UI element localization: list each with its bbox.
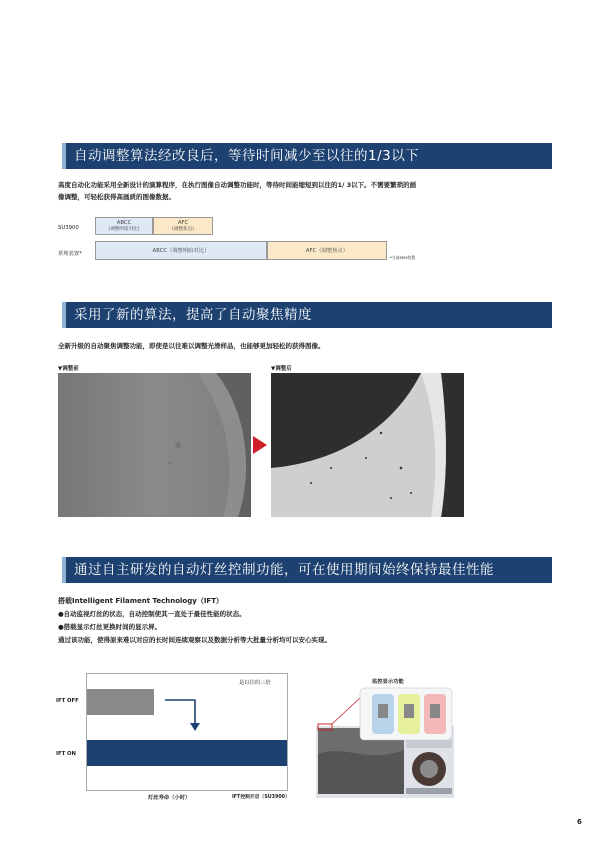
chart-xlabel-left: 灯丝寿命（小时）	[148, 795, 191, 801]
banner-accent	[62, 143, 66, 169]
monitor-caption: 监控显示功能	[372, 679, 404, 685]
sem-image-before	[58, 373, 251, 517]
banner-accent	[62, 557, 66, 583]
section2-title: 采用了新的算法，提高了自动聚焦精度	[74, 307, 312, 323]
ift-off-bar	[87, 689, 154, 715]
ift-on-label: IFT ON	[56, 751, 76, 757]
conventional-abcc-label: ABCC（调整明暗对比）	[152, 248, 210, 254]
section3-bullet1: ●自动监视灯丝的状态，自动控制使其一直处于最佳性能的状态。	[58, 610, 246, 618]
section1-title: 自动调整算法经改良后，等待时间减少至以往的1/3以下	[74, 148, 420, 164]
conventional-afc-box	[267, 241, 387, 260]
timing-footnote: *当前SEM装置	[390, 255, 416, 260]
chart-xlabel-right: IFT控制开启（SU3900）	[232, 795, 290, 800]
section3-line4: 通过该功能，使得原来难以对应的长时间连续观察以及数据分析等大批量分析均可以安心实现。	[58, 636, 331, 644]
section1-text-line1: 高度自动化功能采用全新设计的演算程序，在执行图像自动调整功能时，等待时间能缩短到以往的1/ 3以下。不需要繁琐的画	[58, 181, 417, 189]
caption-after: ▼调整后	[271, 366, 292, 372]
section2-text: 全新升级的自动聚焦调整功能，即使是以往难以调整光滑样品，也能够更加轻松的获得图像。	[58, 342, 325, 350]
section1-text-line2: 像调整，可轻松获得高画质的图像数据。	[58, 193, 175, 201]
chart-annotation: 是以往的三倍	[239, 680, 271, 686]
section2-banner	[62, 302, 552, 328]
conventional-afc-label: AFC（调整焦点）	[305, 248, 349, 254]
su3900-abcc-sub: (调整明暗对比)	[108, 227, 140, 232]
su3900-abcc-label: ABCC	[116, 220, 132, 226]
caption-before: ▼调整前	[58, 366, 79, 372]
su3900-label: SU3900	[58, 225, 79, 231]
arrow-right-icon	[253, 436, 267, 454]
ift-on-bar	[87, 740, 287, 766]
section3-banner	[62, 557, 552, 583]
ift-chart	[86, 673, 288, 791]
su3900-afc-box	[153, 217, 213, 235]
monitor-screenshot	[316, 684, 454, 798]
su3900-abcc-box	[95, 217, 153, 235]
section3-title: 通过自主研发的自动灯丝控制功能，可在使用期间始终保持最佳性能	[74, 562, 494, 578]
page-number: 6	[577, 818, 582, 826]
conventional-abcc-box	[95, 241, 267, 260]
section1-banner	[62, 143, 552, 169]
conventional-label: 常规装置*	[58, 251, 82, 257]
sem-image-after	[271, 373, 464, 517]
section3-line1: 搭载Intelligent Filament Technology（IFT）	[58, 597, 223, 605]
bend-arrow-icon	[163, 696, 203, 736]
banner-accent	[62, 302, 66, 328]
section3-bullet2: ●搭载显示灯丝更换时间的显示屏。	[58, 623, 162, 631]
su3900-afc-label: AFC	[177, 220, 189, 226]
ift-off-label: IFT OFF	[56, 698, 79, 704]
su3900-afc-sub: (调整焦点)	[172, 227, 194, 232]
